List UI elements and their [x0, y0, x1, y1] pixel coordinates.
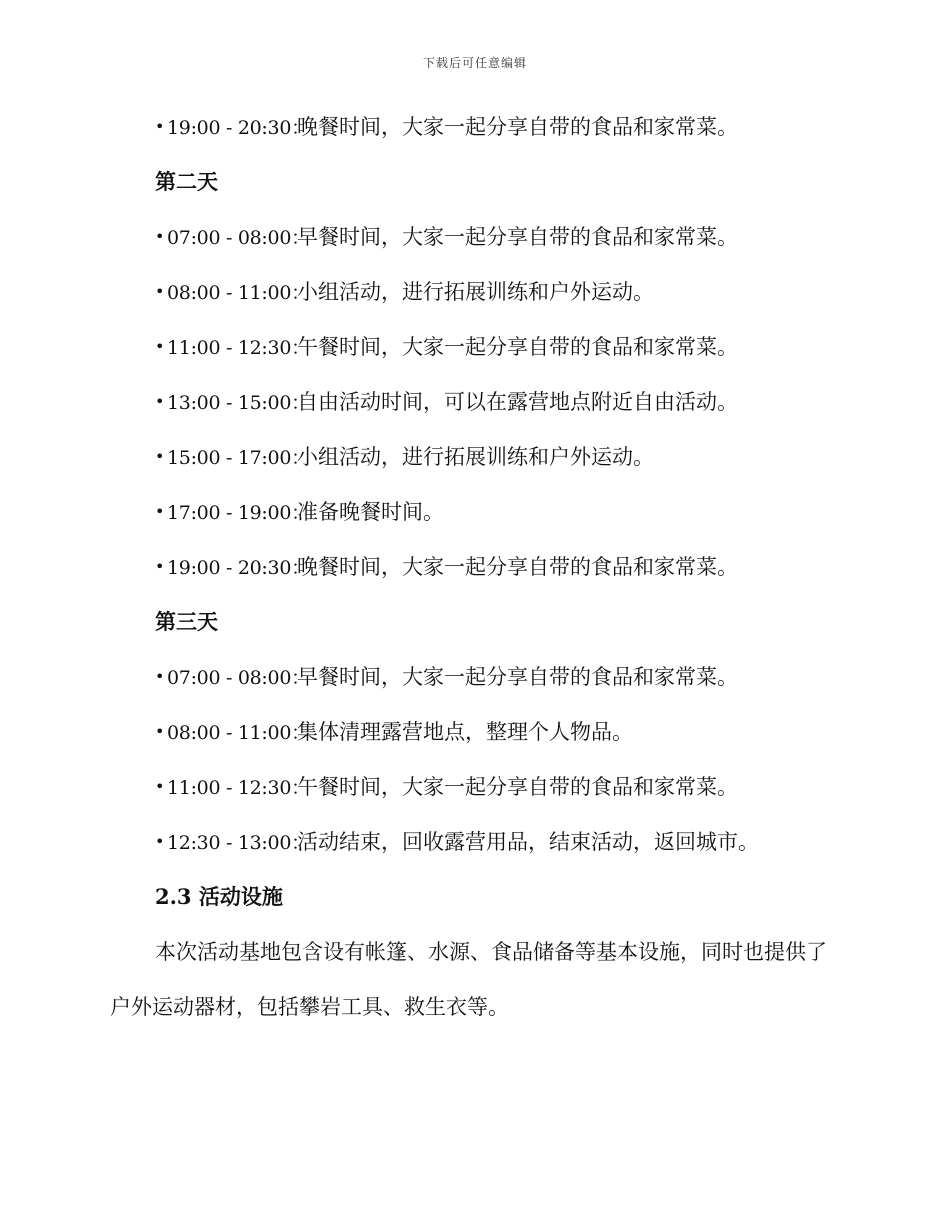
schedule-desc: 晚餐时间，大家一起分享自带的食品和家常菜。 [297, 555, 738, 579]
schedule-time: 07:00 - 08:00： [167, 227, 310, 249]
section-heading: 2.3 活动设施 [155, 884, 283, 909]
schedule-time: 19:00 - 20:30： [167, 557, 310, 579]
schedule-item [155, 770, 950, 825]
schedule-desc: 午餐时间，大家一起分享自带的食品和家常菜。 [297, 775, 738, 799]
bullet: • [155, 337, 165, 356]
schedule-item [155, 660, 950, 715]
bullet: • [155, 282, 165, 301]
schedule-desc: 小组活动，进行拓展训练和户外运动。 [297, 445, 654, 469]
schedule-time: 19:00 - 20:30： [167, 117, 310, 139]
bullet: • [155, 722, 165, 741]
schedule-time: 17:00 - 19:00： [167, 502, 310, 524]
bullet: • [155, 227, 165, 246]
day-heading: 第二天 [155, 169, 218, 194]
schedule-item [155, 330, 950, 385]
schedule-desc: 准备晚餐时间。 [297, 500, 444, 524]
schedule-item [155, 275, 950, 330]
schedule-item [155, 550, 950, 605]
bullet: • [155, 667, 165, 686]
bullet: • [155, 447, 165, 466]
schedule-time: 13:00 - 15:00： [167, 392, 310, 414]
schedule-item [155, 715, 950, 770]
bullet: • [155, 832, 165, 851]
schedule-desc: 活动结束，回收露营用品，结束活动，返回城市。 [297, 830, 759, 854]
schedule-time: 11:00 - 12:30： [167, 337, 310, 359]
schedule-time: 07:00 - 08:00： [167, 667, 310, 689]
section-paragraph: 本次活动基地包含设有帐篷、水源、食品储备等基本设施，同时也提供了户外运动器材，包括攀岩工具、救生衣等。 [110, 940, 827, 1019]
schedule-time: 12:30 - 13:00： [167, 832, 310, 854]
schedule-desc: 小组活动，进行拓展训练和户外运动。 [297, 280, 654, 304]
schedule-item [155, 220, 950, 275]
schedule-time: 08:00 - 11:00： [167, 722, 310, 744]
bullet: • [155, 117, 165, 136]
schedule-time: 08:00 - 11:00： [167, 282, 310, 304]
schedule-item [155, 495, 950, 550]
bullet: • [155, 392, 165, 411]
bullet: • [155, 502, 165, 521]
schedule-desc: 早餐时间，大家一起分享自带的食品和家常菜。 [297, 665, 738, 689]
schedule-item [155, 385, 950, 440]
schedule-desc: 晚餐时间，大家一起分享自带的食品和家常菜。 [297, 115, 738, 139]
schedule-time: 15:00 - 17:00： [167, 447, 310, 469]
bullet: • [155, 777, 165, 796]
page-header: 下载后可任意编辑 [422, 56, 527, 70]
schedule-item [155, 440, 950, 495]
schedule-item [155, 825, 950, 880]
schedule-desc: 午餐时间，大家一起分享自带的食品和家常菜。 [297, 335, 738, 359]
document-body [0, 110, 950, 1035]
schedule-time: 11:00 - 12:30： [167, 777, 310, 799]
day-heading: 第三天 [155, 609, 218, 634]
bullet: • [155, 557, 165, 576]
schedule-desc: 自由活动时间，可以在露营地点附近自由活动。 [297, 390, 738, 414]
schedule-desc: 早餐时间，大家一起分享自带的食品和家常菜。 [297, 225, 738, 249]
schedule-desc: 集体清理露营地点，整理个人物品。 [297, 720, 633, 744]
schedule-item [155, 110, 950, 165]
